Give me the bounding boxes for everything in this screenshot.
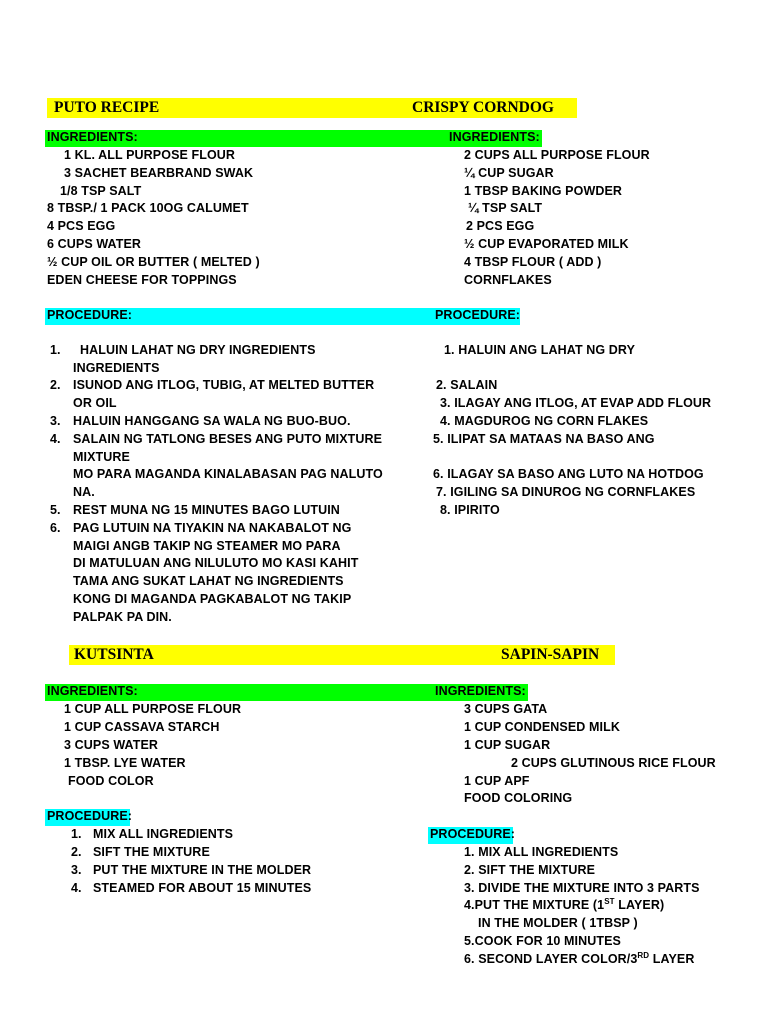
kutsinta-step-number: 4. <box>71 881 82 895</box>
corndog-step: 2. SALAIN <box>436 378 498 392</box>
puto-ingredients-label: INGREDIENTS: <box>47 130 138 144</box>
sapin-ingredient: FOOD COLORING <box>464 791 573 805</box>
sapin-step-text: 6. SECOND LAYER COLOR/3 <box>464 952 638 966</box>
puto-step-number: 5. <box>50 503 61 517</box>
corndog-ingredient: 1 TBSP BAKING POWDER <box>464 184 623 198</box>
sapin-step <box>464 897 664 915</box>
puto-step: MAIGI ANGB TAKIP NG STEAMER MO PARA <box>73 539 341 553</box>
puto-step: KONG DI MAGANDA PAGKABALOT NG TAKIP <box>73 592 352 606</box>
corndog-step: 6. ILAGAY SA BASO ANG LUTO NA HOTDOG <box>433 467 704 481</box>
kutsinta-ingredient: 3 CUPS WATER <box>64 738 159 752</box>
corndog-ingredient: ¼ TSP SALT <box>468 201 543 215</box>
sapin-ingredient: 2 CUPS GLUTINOUS RICE FLOUR <box>511 756 716 770</box>
puto-ingredient: 3 SACHET BEARBRAND SWAK <box>64 166 254 180</box>
puto-step: TAMA ANG SUKAT LAHAT NG INGREDIENTS <box>73 574 344 588</box>
sapin-step: IN THE MOLDER ( 1TBSP ) <box>478 916 638 930</box>
sapin-ingredient: 1 CUP CONDENSED MILK <box>464 720 620 734</box>
corndog-step: 3. ILAGAY ANG ITLOG, AT EVAP ADD FLOUR <box>440 396 712 410</box>
puto-procedure-label: PROCEDURE: <box>47 308 133 322</box>
kutsinta-ingredient: FOOD COLOR <box>68 774 154 788</box>
corndog-ingredient: 2 CUPS ALL PURPOSE FLOUR <box>464 148 650 162</box>
corndog-ingredient: 4 TBSP FLOUR ( ADD ) <box>464 255 602 269</box>
kutsinta-ingredient: 1 TBSP. LYE WATER <box>64 756 186 770</box>
puto-step-number: 1. <box>50 343 61 357</box>
sapin-step-text: LAYER <box>649 952 695 966</box>
puto-ingredient: EDEN CHEESE FOR TOPPINGS <box>47 273 237 287</box>
puto-ingredient: ½ CUP OIL OR BUTTER ( MELTED ) <box>47 255 260 269</box>
sapin-procedure-label: PROCEDURE: <box>430 827 516 841</box>
sapin-step: 5.COOK FOR 10 MINUTES <box>464 934 621 948</box>
sapin-ingredient: 3 CUPS GATA <box>464 702 548 716</box>
corndog-step: 4. MAGDUROG NG CORN FLAKES <box>440 414 649 428</box>
kutsinta-step: PUT THE MIXTURE IN THE MOLDER <box>93 863 312 877</box>
kutsinta-ingredient: 1 CUP ALL PURPOSE FLOUR <box>64 702 242 716</box>
puto-ingredient: 8 TBSP./ 1 PACK 10OG CALUMET <box>47 201 249 215</box>
corndog-ingredients-label: INGREDIENTS: <box>449 130 540 144</box>
corndog-ingredient: ¼ CUP SUGAR <box>464 166 554 180</box>
sapin-step-text: 4.PUT THE MIXTURE (1 <box>464 898 605 912</box>
corndog-step: 8. IPIRITO <box>440 503 500 517</box>
corndog-step: 7. IGILING SA DINUROG NG CORNFLAKES <box>436 485 696 499</box>
kutsinta-ingredient: 1 CUP CASSAVA STARCH <box>64 720 220 734</box>
corndog-ingredient: ½ CUP EVAPORATED MILK <box>464 237 629 251</box>
sapin-step-text: LAYER) <box>614 898 665 912</box>
puto-step: HALUIN HANGGANG SA WALA NG BUO-BUO. <box>73 414 351 428</box>
sapin-step: 3. DIVIDE THE MIXTURE INTO 3 PARTS <box>464 881 700 895</box>
puto-step: NA. <box>73 485 95 499</box>
puto-ingredient: 1/8 TSP SALT <box>60 184 142 198</box>
superscript: ST <box>604 897 615 906</box>
kutsinta-title: KUTSINTA <box>74 646 154 663</box>
kutsinta-step-number: 2. <box>71 845 82 859</box>
sapin-step: 2. SIFT THE MIXTURE <box>464 863 596 877</box>
puto-ingredient: 1 KL. ALL PURPOSE FLOUR <box>64 148 236 162</box>
corndog-ingredient: CORNFLAKES <box>464 273 552 287</box>
kutsinta-step: SIFT THE MIXTURE <box>93 845 210 859</box>
puto-step-number: 4. <box>50 432 61 446</box>
sapin-ingredient: 1 CUP SUGAR <box>464 738 551 752</box>
corndog-title: CRISPY CORNDOG <box>412 99 554 116</box>
puto-step: MIXTURE <box>73 450 130 464</box>
puto-ingredient: 4 PCS EGG <box>47 219 116 233</box>
puto-step: OR OIL <box>73 396 117 410</box>
sapin-ingredients-label: INGREDIENTS: <box>435 684 526 698</box>
puto-step: DI MATULUAN ANG NILULUTO MO KASI KAHIT <box>73 556 359 570</box>
sapin-step <box>464 951 694 969</box>
puto-step: PALPAK PA DIN. <box>73 610 172 624</box>
puto-step-number: 3. <box>50 414 61 428</box>
sapin-step: 1. MIX ALL INGREDIENTS <box>464 845 619 859</box>
kutsinta-ingredients-label: INGREDIENTS: <box>47 684 138 698</box>
puto-step: PAG LUTUIN NA TIYAKIN NA NAKABALOT NG <box>73 521 352 535</box>
puto-step: ISUNOD ANG ITLOG, TUBIG, AT MELTED BUTTER <box>73 378 375 392</box>
sapin-ingredient: 1 CUP APF <box>464 774 530 788</box>
puto-step: REST MUNA NG 15 MINUTES BAGO LUTUIN <box>73 503 340 517</box>
corndog-step: 5. ILIPAT SA MATAAS NA BASO ANG <box>433 432 655 446</box>
puto-step: SALAIN NG TATLONG BESES ANG PUTO MIXTURE <box>73 432 383 446</box>
puto-step: INGREDIENTS <box>73 361 160 375</box>
kutsinta-step-number: 1. <box>71 827 82 841</box>
corndog-procedure-label: PROCEDURE: <box>435 308 521 322</box>
corndog-ingredient: 2 PCS EGG <box>466 219 535 233</box>
kutsinta-step: MIX ALL INGREDIENTS <box>93 827 234 841</box>
puto-ingredient: 6 CUPS WATER <box>47 237 142 251</box>
sapin-title: SAPIN-SAPIN <box>501 646 600 663</box>
kutsinta-procedure-label: PROCEDURE: <box>47 809 133 823</box>
superscript: RD <box>637 951 650 960</box>
puto-step-number: 6. <box>50 521 61 535</box>
puto-step: HALUIN LAHAT NG DRY INGREDIENTS <box>80 343 316 357</box>
puto-title: PUTO RECIPE <box>54 99 160 116</box>
kutsinta-step: STEAMED FOR ABOUT 15 MINUTES <box>93 881 312 895</box>
puto-step: MO PARA MAGANDA KINALABASAN PAG NALUTO <box>73 467 383 481</box>
kutsinta-step-number: 3. <box>71 863 82 877</box>
puto-step-number: 2. <box>50 378 61 392</box>
corndog-step: 1. HALUIN ANG LAHAT NG DRY <box>444 343 636 357</box>
